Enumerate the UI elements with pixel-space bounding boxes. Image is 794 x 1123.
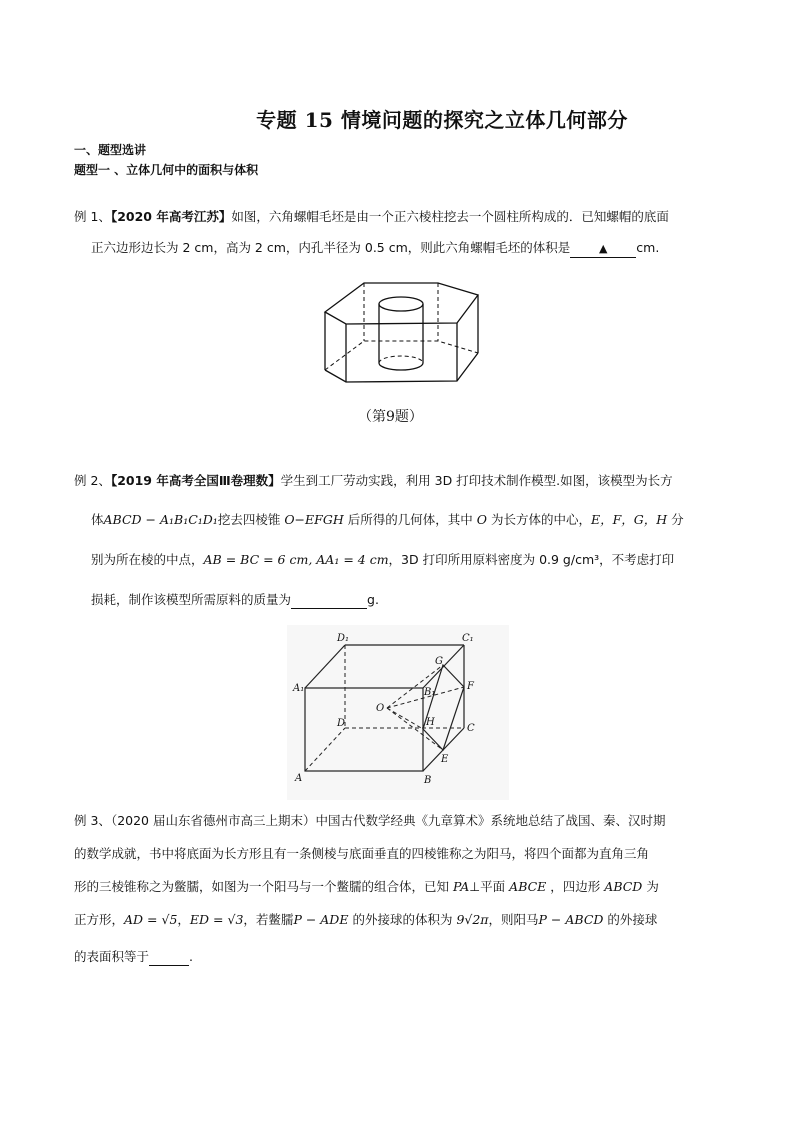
example-1-source: 【2020 年高考江苏】 xyxy=(110,209,232,224)
label-d1: D₁ xyxy=(337,633,350,644)
example-3-line-5: 的表面积等于 . xyxy=(74,949,193,964)
example-2-line-4: 损耗，制作该模型所需原料的质量为 g. xyxy=(91,592,379,607)
math-dimensions: AB = BC = 6 cm, AA₁ = 4 cm xyxy=(203,552,389,567)
example-3-line-4: 正方形，AD = √5，ED = √3，若鳖臑P − ADE 的外接球的体积为 9√2π，则阳马P − ABCD 的外接球 xyxy=(74,912,658,927)
label-h: H xyxy=(426,717,435,728)
example-3-line-2: 的数学成就，书中将底面为长方形且有一条侧棱与底面垂直的四棱锥称之为阳马，将四个面都为直角三角 xyxy=(74,846,650,861)
label-f: F xyxy=(467,681,474,692)
cylinder-top xyxy=(379,297,423,311)
label-a: A xyxy=(295,773,303,784)
top-hexagon xyxy=(325,283,478,324)
label-b1: B₁ xyxy=(424,687,436,698)
label-a1: A₁ xyxy=(293,683,305,694)
answer-blank[interactable] xyxy=(149,949,189,966)
label-d: D xyxy=(337,718,346,729)
answer-blank[interactable] xyxy=(291,592,367,609)
example-1-text-2: 正六边形边长为 2 cm，高为 2 cm，内孔半径为 0.5 cm，则此六角螺帽毛坯的体积是 xyxy=(91,240,571,255)
blank-triangle-mark: ▲ xyxy=(599,242,608,255)
label-e: E xyxy=(441,754,449,765)
label-b: B xyxy=(424,775,432,786)
section-subheading: 题型一 、立体几何中的面积与体积 xyxy=(74,163,259,177)
example-1-text-1: 如图，六角螺帽毛坯是由一个正六棱柱挖去一个圆柱所构成的．已知螺帽的底面 xyxy=(231,209,669,224)
example-2-label: 例 2、 xyxy=(74,473,111,488)
math-cuboid: ABCD − A₁B₁C₁D₁ xyxy=(103,512,218,527)
hex-nut-figure xyxy=(300,262,500,407)
example-3-line-1: 例 3、（2020 届山东省德州市高三上期末）中国古代数学经典《九章算术》系统地总结了战国、秦、汉时期 xyxy=(74,813,666,828)
example-2-text-1: 学生到工厂劳动实践，利用 3D 打印技术制作模型.如图，该模型为长方 xyxy=(280,473,673,488)
example-2-line-3: 别为所在棱的中点，AB = BC = 6 cm, AA₁ = 4 cm，3D 打印所用原料密度为 0.9 g/cm³，不考虑打印 xyxy=(91,552,675,567)
example-1-unit: cm. xyxy=(636,240,660,255)
label-o: O xyxy=(376,703,385,714)
example-1-line-1 xyxy=(74,209,669,225)
example-2-line-1 xyxy=(74,473,673,489)
page-title: 专题 15 情境问题的探究之立体几何部分 xyxy=(256,108,628,132)
math-pyramid: O−EFGH xyxy=(284,512,344,527)
cuboid-figure xyxy=(287,625,509,800)
answer-blank[interactable] xyxy=(570,240,636,258)
label-c1: C₁ xyxy=(462,633,474,644)
example-3-line-3: 形的三棱锥称之为鳖臑，如图为一个阳马与一个鳖臑的组合体，已知 PA⊥平面 ABCE ，四边形 ABCD 为 xyxy=(74,879,659,894)
example-2-line-2: 体ABCD − A₁B₁C₁D₁挖去四棱锥 O−EFGH 后所得的几何体，其中 O 为长方体的中心，E，F，G，H 分 xyxy=(91,512,684,527)
label-g: G xyxy=(435,656,443,667)
section-heading: 一、题型选讲 xyxy=(74,143,147,157)
example-1-line-2 xyxy=(91,240,659,258)
label-c: C xyxy=(467,723,475,734)
example-1-label: 例 1、 xyxy=(74,209,111,224)
example-3-label: 例 3、 xyxy=(74,813,111,828)
figure-1-caption: （第9题） xyxy=(358,409,423,425)
example-2-source: 【2019 年高考全国Ⅲ卷理数】 xyxy=(110,473,281,488)
